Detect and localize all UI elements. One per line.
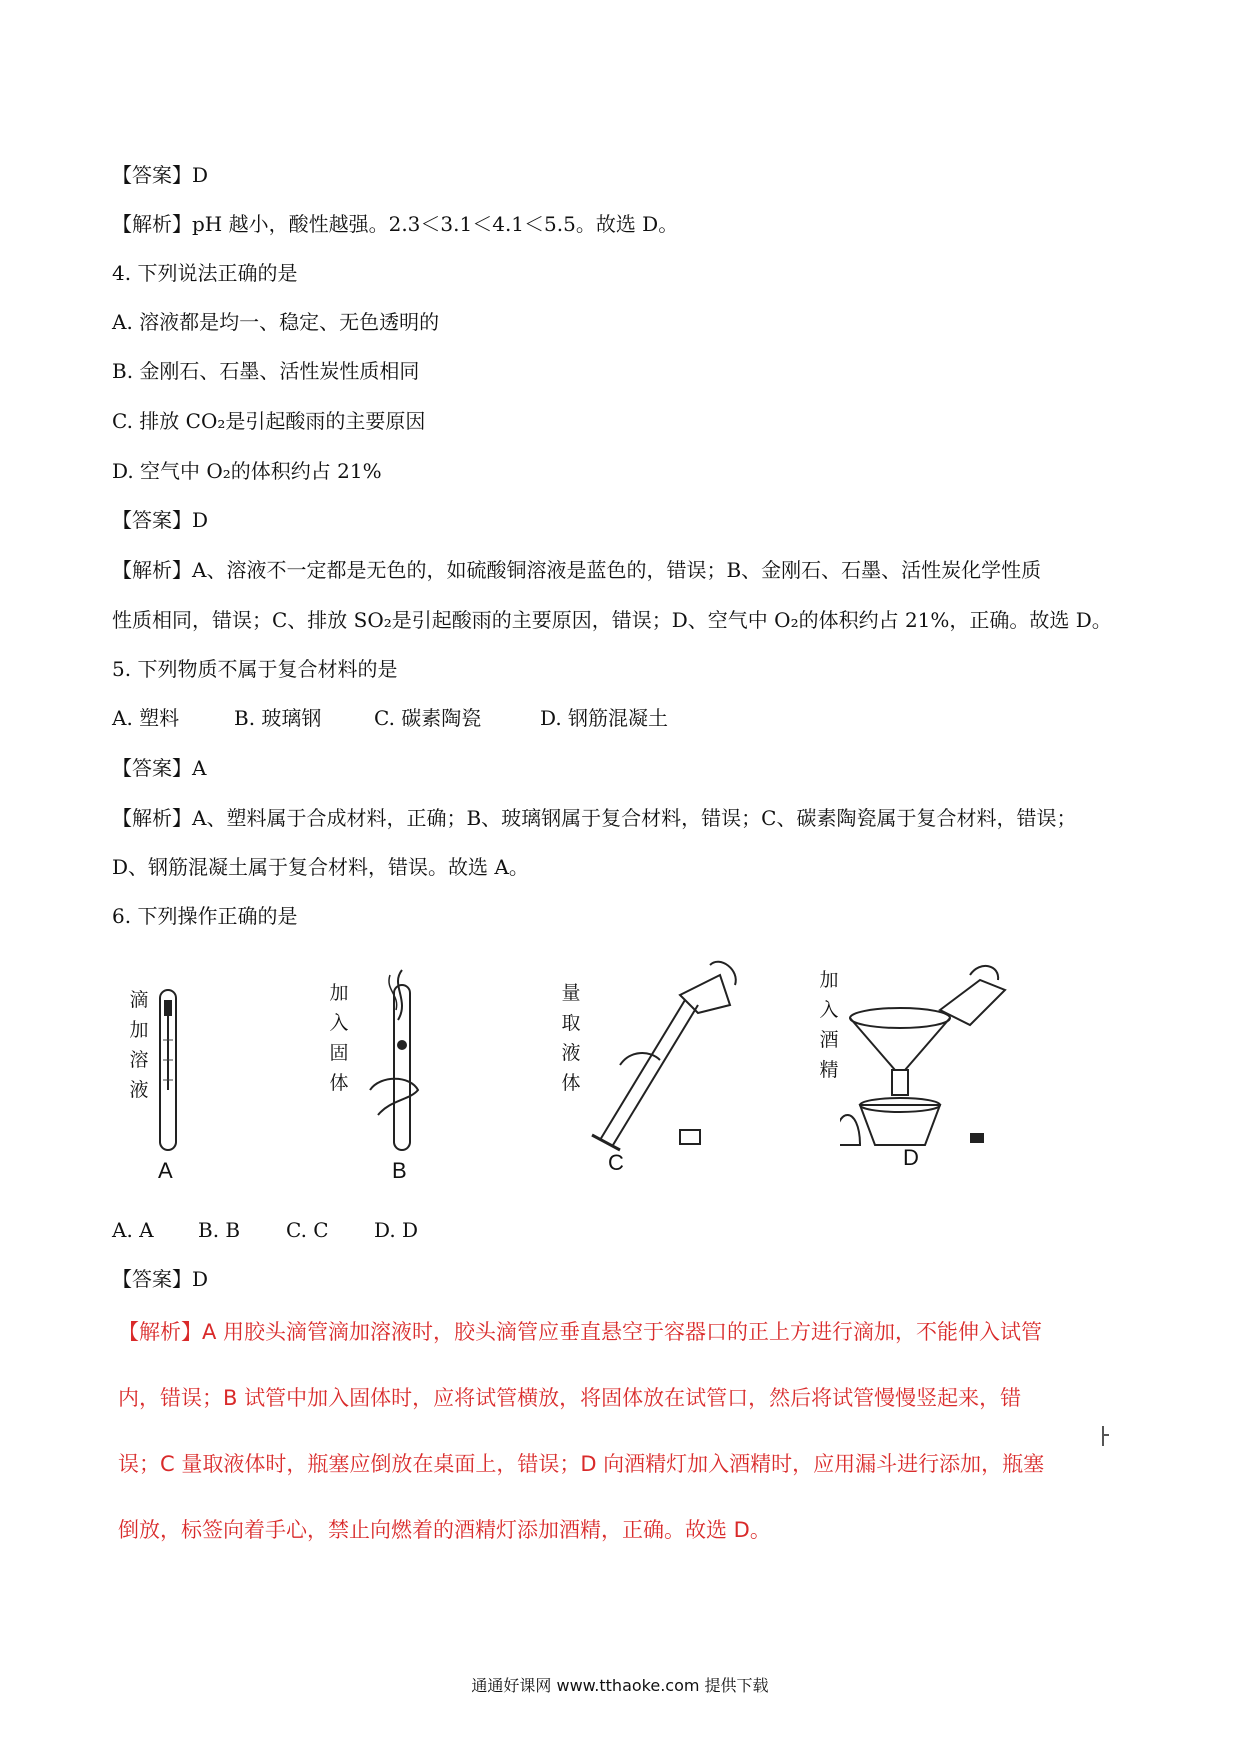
page-footer: 通通好课网 www.tthaoke.com 提供下载 — [471, 1676, 769, 1695]
test-tube-hand-illustration — [360, 965, 440, 1160]
figure-c-label: C — [608, 1150, 624, 1175]
q4-option-c: C. 排放 CO₂是引起酸雨的主要原因 — [112, 409, 426, 433]
q4-option-d: D. 空气中 O₂的体积约占 21% — [112, 459, 382, 483]
figure-a-label: A — [158, 1158, 173, 1183]
q6-option: A. A — [112, 1218, 154, 1242]
question-6: 6. 下列操作正确的是 — [112, 904, 298, 928]
analysis-line: 【解析】A、塑料属于合成材料，正确；B、玻璃钢属于复合材料，错误；C、碳素陶瓷属于复合材料，错误； — [112, 806, 1077, 830]
figure-d-label: D — [903, 1145, 919, 1170]
question-5: 5. 下列物质不属于复合材料的是 — [112, 657, 398, 681]
answer-line: 【答案】D — [112, 1267, 209, 1291]
analysis-line: 性质相同，错误；C、排放 SO₂是引起酸雨的主要原因，错误；D、空气中 O₂的体积约占 21%，正确。故选 D。 — [112, 608, 1112, 632]
analysis-red-line: 倒放，标签向着手心，禁止向燃着的酒精灯添加酒精，正确。故选 D。 — [118, 1518, 771, 1542]
analysis-line: D、钢筋混凝土属于复合材料，错误。故选 A。 — [112, 855, 529, 879]
q5-options — [112, 705, 668, 731]
q6-option: C. C — [286, 1218, 329, 1242]
graduated-cylinder-illustration — [580, 955, 750, 1155]
answer-line: 【答案】D — [112, 163, 209, 187]
text-cursor-icon — [1102, 1426, 1104, 1446]
dropper-tube-illustration — [150, 980, 190, 1160]
figure-d-caption: 加入酒精 — [819, 969, 839, 1081]
analysis-line: 【解析】A、溶液不一定都是无色的，如硫酸铜溶液是蓝色的，错误；B、金刚石、石墨、活性炭化学性质 — [112, 558, 1042, 582]
q6-options — [112, 1217, 418, 1243]
question-4: 4. 下列说法正确的是 — [112, 261, 298, 285]
q4-option-b: B. 金刚石、石墨、活性炭性质相同 — [112, 359, 420, 383]
figure-c-caption: 量取液体 — [561, 982, 581, 1094]
q4-option-a: A. 溶液都是均一、稳定、无色透明的 — [112, 310, 440, 334]
q5-option: C. 碳素陶瓷 — [374, 706, 482, 730]
q5-option: B. 玻璃钢 — [234, 706, 322, 730]
q6-option: B. B — [198, 1218, 241, 1242]
alcohol-lamp-funnel-illustration — [840, 955, 1040, 1155]
q6-option: D. D — [374, 1218, 419, 1242]
q5-option: D. 钢筋混凝土 — [540, 706, 669, 730]
figure-b-label: B — [392, 1158, 407, 1183]
answer-line: 【答案】D — [112, 508, 209, 532]
analysis-line: 【解析】pH 越小，酸性越强。2.3＜3.1＜4.1＜5.5。故选 D。 — [112, 212, 679, 236]
q5-option: A. 塑料 — [112, 706, 180, 730]
figure-a-caption: 滴加溶液 — [129, 989, 149, 1101]
analysis-red-line: 误；C 量取液体时，瓶塞应倒放在桌面上，错误；D 向酒精灯加入酒精时，应用漏斗进行添加，瓶塞 — [118, 1452, 1045, 1476]
answer-line: 【答案】A — [112, 756, 207, 780]
analysis-red-line: 【解析】A 用胶头滴管滴加溶液时，胶头滴管应垂直悬空于容器口的正上方进行滴加，不能伸入试管 — [118, 1320, 1043, 1344]
figure-b-caption: 加入固体 — [329, 982, 349, 1094]
analysis-red-line: 内，错误；B 试管中加入固体时，应将试管横放，将固体放在试管口，然后将试管慢慢竖起来，错 — [118, 1386, 1022, 1410]
